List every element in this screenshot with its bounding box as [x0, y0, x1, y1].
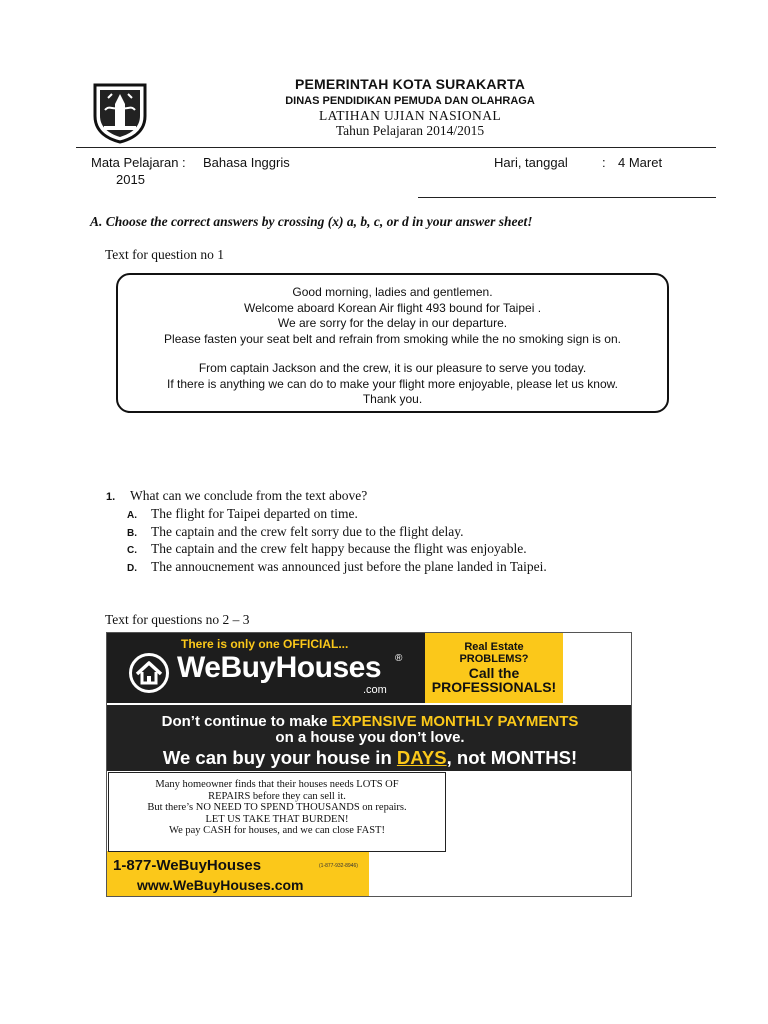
- option-letter: A.: [127, 510, 137, 521]
- announcement-line: Welcome aboard Korean Air flight 493 bound for Taipei .: [243, 300, 542, 315]
- ad-call-line: PROFESSIONALS!: [431, 679, 557, 695]
- ad-brand-name: WeBuyHouses: [177, 651, 382, 684]
- meta-divider: [418, 197, 716, 198]
- header-school-year: Tahun Pelajaran 2014/2015: [335, 123, 485, 138]
- subject-value: Bahasa Inggris: [203, 155, 290, 170]
- house-icon: [129, 653, 169, 693]
- date-label: Hari, tanggal: [494, 155, 568, 170]
- ad-band-line-2: on a house you don’t love.: [275, 729, 465, 746]
- ad-band-text: , not MONTHS!: [446, 747, 578, 768]
- ad-band-days: DAYS: [396, 747, 447, 768]
- ad-band-text: Don’t continue to make: [161, 713, 332, 730]
- ad-brand-dotcom: .com: [363, 684, 387, 696]
- announcement-line: Good morning, ladies and gentlemen.: [292, 285, 493, 299]
- ad-re-line: Real Estate: [464, 641, 524, 653]
- date-separator: :: [602, 155, 606, 170]
- ad-band-highlight: EXPENSIVE MONTHLY PAYMENTS: [331, 713, 579, 730]
- option-d: [127, 559, 547, 575]
- date-value: 4 Maret: [618, 155, 663, 170]
- announcement-line: If there is anything we can do to make your flight more enjoyable, please let us know.: [167, 376, 618, 391]
- ad-band-line-1: [107, 713, 632, 730]
- header-exam-title: LATIHAN UJIAN NASIONAL: [318, 108, 502, 123]
- ad-real-estate-problems: [425, 641, 563, 665]
- question-number: 1.: [106, 491, 116, 503]
- option-letter: C.: [127, 545, 137, 556]
- date-year: 2015: [116, 172, 145, 187]
- option-text: The flight for Taipei departed on time.: [151, 506, 358, 521]
- ad-note-line: We pay CASH for houses, and we can close FAST!: [169, 825, 385, 836]
- caption-questions-2-3: Text for questions no 2 – 3: [105, 612, 250, 627]
- caption-question-1: Text for question no 1: [105, 247, 225, 262]
- ad-call-professionals: [425, 666, 563, 694]
- ad-band-text: We can buy your house in: [162, 747, 397, 768]
- ad-website: www.WeBuyHouses.com: [137, 877, 304, 893]
- header-department: DINAS PENDIDIKAN PEMUDA DAN OLAHRAGA: [285, 95, 535, 107]
- announcement-line: Thank you.: [362, 392, 423, 406]
- header-divider: [76, 147, 716, 148]
- option-text: The annoucnement was announced just before the plane landed in Taipei.: [151, 559, 547, 574]
- announcement-line: From captain Jackson and the crew, it is our pleasure to serve you today.: [198, 361, 587, 375]
- webuyhouses-advertisement: [106, 632, 632, 897]
- option-a: [127, 506, 358, 522]
- option-letter: D.: [127, 563, 137, 574]
- announcement-line: Please fasten your seat belt and refrain from smoking while the no smoking sign is on.: [164, 331, 621, 346]
- option-c: [127, 541, 527, 557]
- ad-registered-mark: ®: [395, 653, 403, 664]
- ad-re-line: PROBLEMS?: [459, 653, 529, 665]
- option-text: The captain and the crew felt sorry due to the flight delay.: [151, 524, 464, 539]
- subject-label: Mata Pelajaran :: [91, 155, 186, 170]
- instruction: A. Choose the correct answers by crossing (x) a, b, c, or d in your answer sheet!: [90, 214, 533, 229]
- option-letter: B.: [127, 528, 137, 539]
- announcement-box: [116, 273, 669, 413]
- city-crest-logo: [92, 82, 148, 144]
- header-government: PEMERINTAH KOTA SURAKARTA: [294, 76, 526, 92]
- announcement-line: We are sorry for the delay in our departure.: [277, 316, 508, 330]
- ad-note-line: Many homeowner finds that their houses needs LOTS OF: [155, 779, 399, 790]
- ad-note-line: REPAIRS before they can sell it.: [208, 790, 346, 802]
- ad-note-line: LET US TAKE THAT BURDEN!: [205, 813, 349, 825]
- question-text: What can we conclude from the text above?: [130, 488, 368, 503]
- ad-official-tagline: There is only one OFFICIAL...: [181, 637, 349, 651]
- ad-phone-digits: (1-877-932-8946): [319, 863, 358, 869]
- question-1: [106, 488, 367, 504]
- ad-text-overlay: [108, 772, 446, 852]
- option-b: [127, 524, 464, 540]
- ad-phone-number: 1-877-WeBuyHouses: [113, 857, 262, 874]
- ad-call-line: Call the: [468, 665, 520, 681]
- ad-note-line: But there’s NO NEED TO SPEND THOUSANDS on repairs.: [147, 802, 407, 813]
- ad-band-line-3: [107, 747, 632, 769]
- option-text: The captain and the crew felt happy because the flight was enjoyable.: [151, 541, 527, 556]
